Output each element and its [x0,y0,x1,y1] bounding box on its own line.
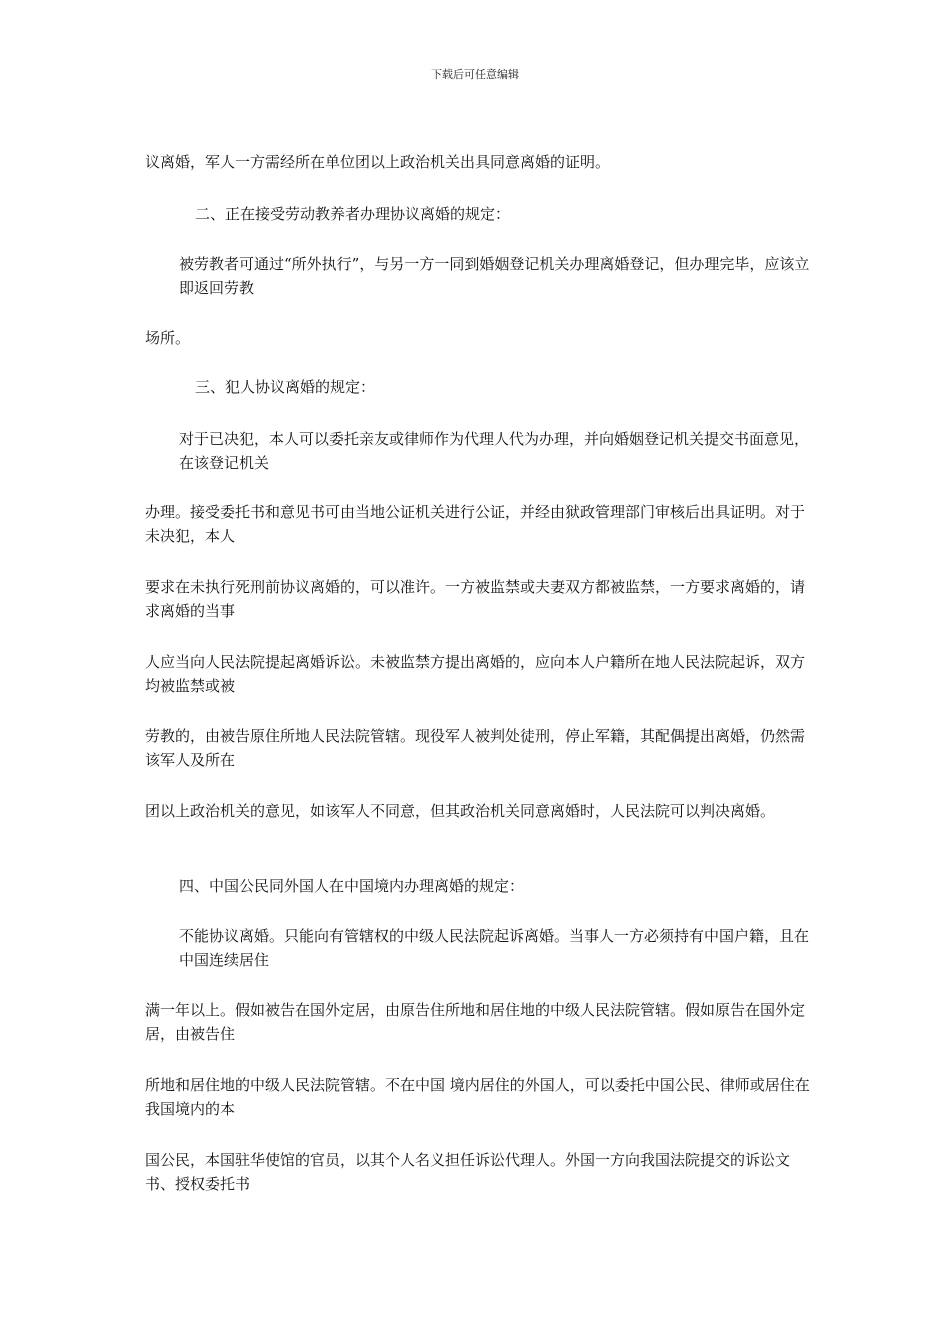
paragraph-prisoner-3: 要求在未执行死刑前协议离婚的，可以准许。一方被监禁或夫妻双方都被监禁，一方要求离婚的，请求离婚的当事 [145,578,806,620]
section-heading-prisoner: 三、犯人协议离婚的规定： [195,378,376,396]
paragraph-prisoner-4: 人应当向人民法院提起离婚诉讼。未被监禁方提出离婚的，应向本人户籍所在地人民法院起诉，双方均被监禁或被 [145,653,806,695]
paragraph-prisoner-5: 劳教的，由被告原住所地人民法院管辖。现役军人被判处徒刑，停止军籍，其配偶提出离婚，仍然需该军人及所在 [145,727,806,769]
paragraph-prisoner-2: 办理。接受委托书和意见书可由当地公证机关进行公证，并经由狱政管理部门审核后出具证明。对于未决犯，本人 [145,503,806,545]
section-heading-reeducation: 二、正在接受劳动教养者办理协议离婚的规定： [195,205,511,223]
paragraph-reeducation: 被劳教者可通过“所外执行”，与另一方一同到婚姻登记机关办理离婚登记，但办理完毕，应该立即返回劳教 [179,255,810,297]
paragraph-foreigner-1: 不能协议离婚。只能向有管辖权的中级人民法院起诉离婚。当事人一方必须持有中国户籍，且在中国连续居住 [179,927,810,969]
paragraph-military-continuation: 议离婚，军人一方需经所在单位团以上政治机关出具同意离婚的证明。 [145,153,611,171]
paragraph-foreigner-4: 国公民，本国驻华使馆的官员，以其个人名义担任诉讼代理人。外国一方向我国法院提交的诉讼文书、授权委托书 [145,1151,791,1193]
paragraph-foreigner-2: 满一年以上。假如被告在国外定居，由原告住所地和居住地的中级人民法院管辖。假如原告在国外定居，由被告住 [145,1001,806,1043]
paragraph-prisoner-1: 对于已决犯，本人可以委托亲友或律师作为代理人代为办理，并向婚姻登记机关提交书面意见，在该登记机关 [179,430,810,472]
paragraph-foreigner-3: 所地和居住地的中级人民法院管辖。不在中国 境内居住的外国人，可以委托中国公民、律师或居住在我国境内的本 [145,1076,810,1118]
paragraph-prisoner-6: 团以上政治机关的意见，如该军人不同意，但其政治机关同意离婚时，人民法院可以判决离婚。 [145,802,776,820]
paragraph-reeducation-end: 场所。 [145,329,191,347]
section-heading-foreigner: 四、中国公民同外国人在中国境内办理离婚的规定： [179,877,525,895]
page-header: 下载后可任意编辑 [431,68,519,81]
